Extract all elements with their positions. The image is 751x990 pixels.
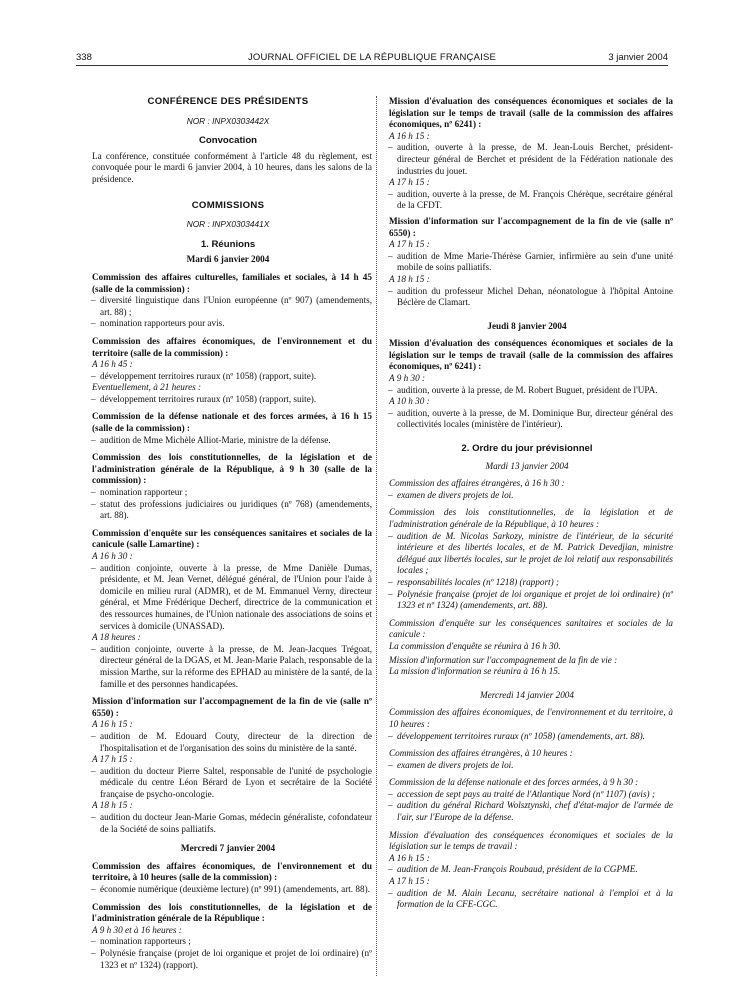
time-slot: A 17 h 15 : [92, 754, 133, 765]
commission-heading: Commission d'enquête sur les conséquences sanitaires et sociales de la canicule : [389, 617, 673, 640]
agenda-item: – audition conjointe, ouverte à la presse, de Mme Danièle Dumas, présidente, et M. Jean Vernet, délégué général, de l'Union pour l'aide à domicile en milieu rural (ADMR), et de M. Emmanuel Verny, directeur général, et Mme Frédérique Decherf, directrice de la communication et des ressources humaines, de l'Union nationale des associations de soins et services à domicile (UNASSAD). [84, 563, 372, 633]
date-mardi-6: Mardi 6 janvier 2004 [186, 254, 270, 265]
commission-heading: Commission de la défense nationale et des forces armées, à 16 h 15 (salle de la commission) : [92, 411, 372, 434]
agenda-item: – audition de Mme Marie-Thérèse Garnier, infirmière au sein d'une unité mobile de soins palliatifs. [381, 251, 673, 274]
agenda-item: – audition, ouverte à la presse, de M. François Chérèque, secrétaire général de la CFDT. [381, 189, 673, 212]
commission-heading: Mission d'évaluation des conséquences économiques et sociales de la législation sur le temps de travail (salle de la commission des affaires économiques, nº 6241) : [389, 96, 673, 130]
header-rule [76, 65, 668, 66]
time-slot: A 17 h 15 : [389, 239, 430, 250]
time-slot: A 16 h 15 : [389, 852, 430, 863]
meeting-note: La mission d'information se réunira à 16 h 15. [389, 666, 561, 677]
commission-heading: Mission d'information sur l'accompagnement de la fin de vie (salle nº 6550) : [92, 696, 372, 718]
date-mercredi-7: Mercredi 7 janvier 2004 [180, 843, 276, 854]
issue-date: 3 janvier 2004 [608, 52, 668, 63]
agenda-item: – audition du docteur Jean-Marie Gomas, médecin généraliste, cofondateur de la Société de soins palliatifs. [84, 812, 372, 835]
commissions-nor: NOR : INPX0303441X [186, 219, 270, 230]
meeting-note: La commission d'enquête se réunira à 16 h 30. [389, 640, 561, 651]
agenda-item: – nomination rapporteur ; [84, 487, 372, 499]
time-slot: A 9 h 30 et à 16 heures : [92, 924, 182, 935]
commission-heading: Commission des lois constitutionnelles, de la législation et de l'administration générale de la République : [92, 901, 372, 924]
date-jeudi-8: Jeudi 8 janvier 2004 [487, 320, 567, 331]
time-slot: A 17 h 15 : [389, 177, 430, 188]
page-number: 338 [76, 52, 92, 63]
time-slot: A 18 heures : [92, 632, 141, 643]
time-slot: A 18 h 15 : [92, 800, 133, 811]
reunions-title: 1. Réunions [200, 238, 256, 250]
commission-heading: Mission d'information sur l'accompagnement de la fin de vie (salle nº 6550) : [389, 215, 673, 238]
commission-heading: Commission des affaires économiques, de l'environnement et du territoire (salle de la commission) : [92, 335, 372, 358]
commissions-title: COMMISSIONS [191, 199, 265, 211]
time-slot: A 16 h 45 : [92, 359, 133, 370]
commission-heading: Commission des lois constitutionnelles, de la législation et de l'administration générale de la République, à 9 h 30 (salle de la commission) : [92, 452, 372, 486]
time-slot: A 16 h 15 : [92, 719, 133, 730]
agenda-item: – audition, ouverte à la presse, de M. Dominique Bur, directeur général des collectivités locales (ministère de l'intérieur). [381, 408, 673, 431]
agenda-section-title: 2. Ordre du jour prévisionnel [461, 443, 593, 455]
agenda-item: – accession de sept pays au traité de l'Atlantique Nord (nº 1107) (avis) ; [381, 789, 673, 801]
agenda-item: – Polynésie française (projet de loi organique et projet de loi ordinaire) (nº 1323 et nº 1324) (amendements, art. 88). [381, 589, 673, 612]
agenda-item: – audition de Mme Michèle Alliot-Marie, ministre de la défense. [84, 435, 372, 447]
agenda-item: – audition, ouverte à la presse, de M. Robert Buguet, président de l'UPA. [381, 385, 673, 397]
commission-heading: Commission de la défense nationale et des forces armées, à 9 h 30 : [389, 777, 639, 788]
agenda-item: – économie numérique (deuxième lecture) (nº 991) (amendements, art. 88). [84, 884, 372, 896]
agenda-item: – nomination rapporteurs pour avis. [84, 318, 372, 330]
journal-title: JOURNAL OFFICIEL DE LA RÉPUBLIQUE FRANÇAISE [247, 52, 497, 63]
agenda-item: – développement territoires ruraux (nº 1058) (amendements, art. 88). [381, 731, 673, 743]
agenda-item: – audition de M. Jean-François Roubaud, président de la CGPME. [381, 864, 673, 876]
date-mercredi-14: Mercredi 14 janvier 2004 [480, 689, 574, 700]
time-slot: A 10 h 30 : [389, 396, 430, 407]
agenda-item: – nomination rapporteurs ; [84, 936, 372, 948]
commission-heading: Commission des affaires économiques, de l'environnement et du territoire, à 10 heures : [389, 707, 673, 729]
agenda-item: – audition conjointe, ouverte à la presse, de M. Jean-Jacques Trégoat, directeur général de la DGAS, et M. Jean-Marie Palach, responsable de la mission Marthe, sur la réforme des EPHAD au ministère de la santé, de la famille et des personnes handicapées. [84, 644, 372, 690]
page-header [76, 52, 668, 66]
agenda-item: – audition du général Richard Wolsztynski, chef d'état-major de l'armée de l'air, sur l'Europe de la défense. [381, 800, 673, 823]
agenda-item: – audition du professeur Michel Dehan, néonatologue à l'hôpital Antoine Béclère de Clamart. [381, 286, 673, 309]
agenda-item: – audition du docteur Pierre Saltel, responsable de l'unité de psychologie médicale du centre Léon Bérard de Lyon et secrétaire de la Société française de psycho-oncologie. [84, 766, 372, 801]
conference-title: CONFÉRENCE DES PRÉSIDENTS [147, 96, 309, 107]
commission-heading: Mission d'évaluation des conséquences économiques et sociales de la législation sur le temps de travail : [389, 829, 673, 852]
right-column [381, 96, 673, 911]
time-slot: A 17 h 15 : [389, 876, 430, 887]
agenda-item: – audition de M. Edouard Couty, directeur de la direction de l'hospitalisation et de l'organisation des soins du ministère de la santé. [84, 731, 372, 754]
time-slot: A 9 h 30 : [389, 373, 426, 384]
time-slot: A 18 h 15 : [389, 273, 430, 284]
commission-heading: Mission d'information sur l'accompagnement de la fin de vie : [389, 654, 618, 665]
agenda-item: – examen de divers projets de loi. [381, 490, 673, 502]
column-divider [376, 96, 377, 976]
convocation-title: Convocation [198, 135, 258, 147]
time-slot: A 16 h 30 : [92, 551, 133, 561]
agenda-item: – diversité linguistique dans l'Union européenne (nº 907) (amendements, art. 88) ; [84, 295, 372, 318]
agenda-item: – audition, ouverte à la presse, de M. Jean-Louis Berchet, président-directeur général de Berchet et président de la Fédération nationale des industries du jouet. [381, 142, 673, 177]
convocation-text: La conférence, constituée conformément à l'article 48 du règlement, est convoquée pour le mardi 6 janvier 2004, à 10 heures, dans les salons de la présidence. [92, 150, 372, 184]
commission-heading: Commission des affaires étrangères, à 10 heures : [389, 748, 573, 759]
agenda-item: – responsabilités locales (nº 1218) (rapport) ; [381, 577, 673, 589]
agenda-item: – statut des professions judiciaires ou juridiques (nº 768) (amendements, art. 88). [84, 499, 372, 522]
commission-heading: Commission des affaires économiques, de l'environnement et du territoire, à 10 heures (salle de la commission) : [92, 860, 372, 883]
time-slot: A 16 h 15 : [389, 130, 430, 141]
commission-heading: Commission des affaires étrangères, à 16 h 30 : [389, 478, 565, 489]
time-slot: Eventuellement, à 21 heures : [92, 382, 202, 393]
commission-heading: Commission des affaires culturelles, familiales et sociales, à 14 h 45 (salle de la commission) : [92, 271, 372, 294]
commission-heading: Mission d'évaluation des conséquences économiques et sociales de la législation sur le temps de travail (salle de la commission des affaires économiques, nº 6241) : [389, 338, 673, 372]
conference-nor: NOR : INPX0303442X [186, 115, 270, 126]
agenda-item: – développement territoires ruraux (nº 1058) (rapport, suite). [84, 394, 372, 406]
date-mardi-13: Mardi 13 janvier 2004 [485, 460, 569, 471]
commission-heading: Commission d'enquête sur les conséquences sanitaires et sociales de la canicule (salle Lamartine) : [92, 527, 372, 550]
agenda-item: – audition de M. Nicolas Sarkozy, ministre de l'intérieur, de la sécurité intérieure et des libertés locales, et de M. Patrick Devedjian, ministre délégué aux libertés locales, sur le projet de loi relatif aux responsabilités locales ; [381, 531, 673, 577]
commission-heading: Commission des lois constitutionnelles, de la législation et de l'administration générale de la République, à 10 heures : [389, 507, 673, 529]
left-column [84, 96, 372, 971]
agenda-item: – développement territoires ruraux (nº 1058) (rapport, suite). [84, 371, 372, 383]
agenda-item: – audition de M. Alain Lecanu, secrétaire national à l'emploi et à la formation de la CFE-CGC. [381, 888, 673, 911]
agenda-item: – Polynésie française (projet de loi organique et projet de loi ordinaire) (nº 1323 et nº 1324) (rapport). [84, 948, 372, 971]
agenda-item: – examen de divers projets de loi. [381, 760, 673, 772]
